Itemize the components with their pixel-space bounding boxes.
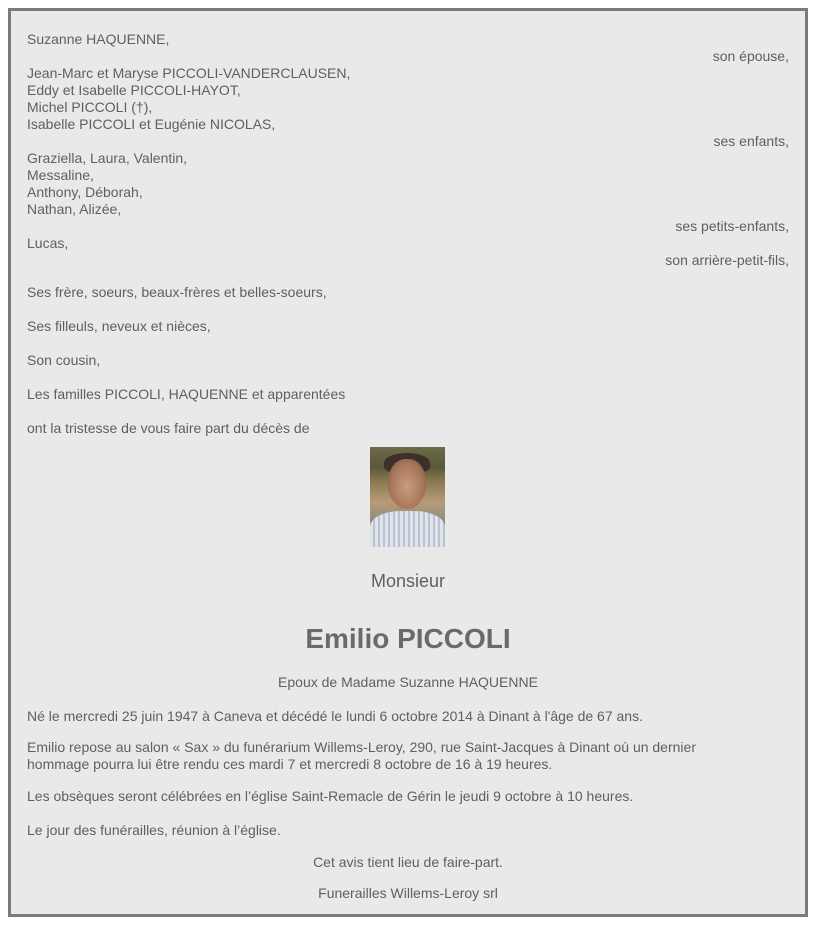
grandchild-line: Messaline, <box>27 167 94 183</box>
relatives-line: Son cousin, <box>27 352 101 368</box>
honorific: Monsieur <box>370 571 446 591</box>
grandchild-line: Graziella, Laura, Valentin, <box>27 150 188 166</box>
child-line: Eddy et Isabelle PICCOLI-HAYOT, <box>27 82 241 98</box>
spouse-of-line: Epoux de Madame Suzanne HAQUENNE <box>278 674 538 690</box>
spouse-role: son épouse, <box>712 48 789 64</box>
announcement-line: ont la tristesse de vous faire part du décès de <box>27 420 310 436</box>
repose-line: Emilio repose au salon « Sax » du funérarium Willems-Leroy, 290, rue Saint-Jacques à Dinant où un dernier <box>27 739 696 755</box>
portrait-face <box>388 459 426 509</box>
portrait-photo <box>370 447 445 547</box>
children-role: ses enfants, <box>713 133 789 149</box>
obituary-content <box>27 11 789 914</box>
great-grandchild-role: son arrière-petit-fils, <box>665 252 789 268</box>
repose-line: hommage pourra lui être rendu ces mardi 7 et mercredi 8 octobre de 16 à 19 heures. <box>27 756 553 772</box>
portrait-shirt <box>370 511 445 547</box>
great-grandchild-name: Lucas, <box>27 235 69 251</box>
relatives-line: Ses filleuls, neveux et nièces, <box>27 318 211 334</box>
child-line: Jean-Marc et Maryse PICCOLI-VANDERCLAUSEN, <box>27 65 351 81</box>
deceased-name: Emilio PICCOLI <box>305 623 511 654</box>
birth-death-line: Né le mercredi 25 juin 1947 à Caneva et décédé le lundi 6 octobre 2014 à Dinant à l'âge de 67 ans. <box>27 708 643 724</box>
child-line: Isabelle PICCOLI et Eugénie NICOLAS, <box>27 116 276 132</box>
reception-line: Le jour des funérailles, réunion à l’église. <box>27 822 281 838</box>
grandchild-line: Anthony, Déborah, <box>27 184 143 200</box>
child-line: Michel PICCOLI (†), <box>27 99 153 115</box>
relatives-line: Ses frère, soeurs, beaux-frères et belles-soeurs, <box>27 284 327 300</box>
funeral-line: Les obsèques seront célébrées en l’église Saint-Remacle de Gérin le jeudi 9 octobre à 10 heures. <box>27 788 634 804</box>
relatives-line: Les familles PICCOLI, HAQUENNE et apparentées <box>27 386 346 402</box>
notice-line: Cet avis tient lieu de faire-part. <box>313 854 503 870</box>
funeral-home: Funerailles Willems-Leroy srl <box>318 885 498 901</box>
grandchild-line: Nathan, Alizée, <box>27 201 122 217</box>
obituary-card <box>8 8 808 917</box>
spouse-name: Suzanne HAQUENNE, <box>27 31 170 47</box>
grandchildren-role: ses petits-enfants, <box>675 218 789 234</box>
